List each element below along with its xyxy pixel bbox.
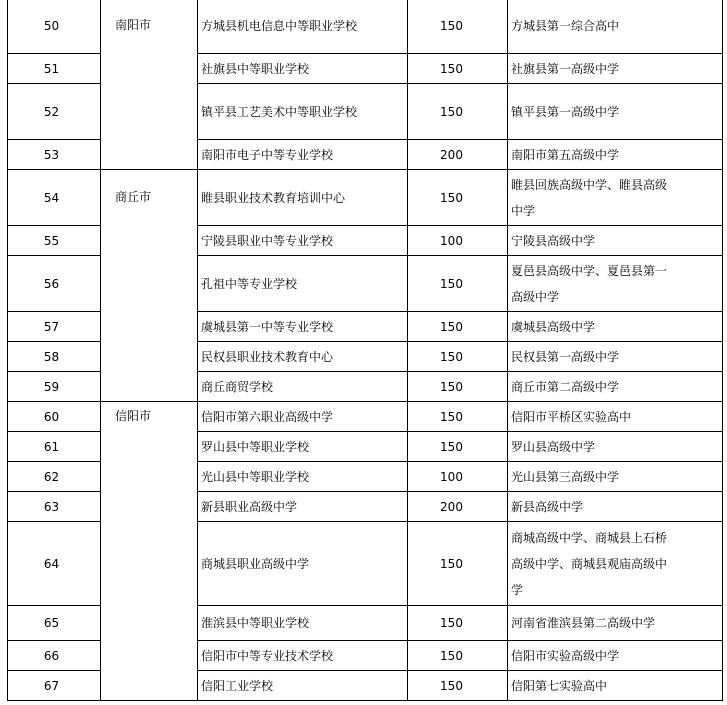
partner-school: 夏邑县高级中学、夏邑县第一高级中学	[508, 256, 723, 312]
school-name: 信阳市中等专业技术学校	[198, 641, 408, 671]
row-number: 54	[8, 170, 101, 226]
school-table	[7, 0, 723, 701]
city-cell: 南阳市	[101, 0, 198, 170]
row-number: 59	[8, 372, 101, 402]
partner-school: 信阳市平桥区实验高中	[508, 402, 723, 432]
quota: 150	[408, 256, 508, 312]
school-name: 商丘商贸学校	[198, 372, 408, 402]
quota: 150	[408, 432, 508, 462]
school-name: 方城县机电信息中等职业学校	[198, 0, 408, 54]
row-number: 53	[8, 140, 101, 170]
quota: 150	[408, 84, 508, 140]
school-name: 孔祖中等专业学校	[198, 256, 408, 312]
row-number: 62	[8, 462, 101, 492]
row-number: 52	[8, 84, 101, 140]
partner-school: 方城县第一综合高中	[508, 0, 723, 54]
partner-school: 南阳市第五高级中学	[508, 140, 723, 170]
quota: 150	[408, 342, 508, 372]
partner-school: 河南省淮滨县第二高级中学	[508, 606, 723, 641]
table-row	[8, 0, 723, 54]
quota: 100	[408, 462, 508, 492]
quota: 150	[408, 54, 508, 84]
partner-school: 宁陵县高级中学	[508, 226, 723, 256]
school-name: 宁陵县职业中等专业学校	[198, 226, 408, 256]
row-number: 57	[8, 312, 101, 342]
quota: 150	[408, 312, 508, 342]
city-cell: 信阳市	[101, 402, 198, 701]
row-number: 58	[8, 342, 101, 372]
school-name: 睢县职业技术教育培训中心	[198, 170, 408, 226]
quota: 150	[408, 641, 508, 671]
partner-school: 商丘市第二高级中学	[508, 372, 723, 402]
row-number: 60	[8, 402, 101, 432]
city-cell: 商丘市	[101, 170, 198, 402]
school-name: 镇平县工艺美术中等职业学校	[198, 84, 408, 140]
row-number: 66	[8, 641, 101, 671]
quota: 150	[408, 372, 508, 402]
school-name: 罗山县中等职业学校	[198, 432, 408, 462]
school-name: 南阳市电子中等专业学校	[198, 140, 408, 170]
quota: 200	[408, 140, 508, 170]
row-number: 51	[8, 54, 101, 84]
partner-school: 光山县第三高级中学	[508, 462, 723, 492]
quota: 150	[408, 671, 508, 701]
partner-school: 信阳市实验高级中学	[508, 641, 723, 671]
school-name: 新县职业高级中学	[198, 492, 408, 522]
school-name: 淮滨县中等职业学校	[198, 606, 408, 641]
school-name: 虞城县第一中等专业学校	[198, 312, 408, 342]
school-name: 光山县中等职业学校	[198, 462, 408, 492]
partner-school: 商城高级中学、商城县上石桥高级中学、商城县观庙高级中学	[508, 522, 723, 606]
partner-school: 罗山县高级中学	[508, 432, 723, 462]
school-name: 信阳工业学校	[198, 671, 408, 701]
quota: 150	[408, 522, 508, 606]
row-number: 61	[8, 432, 101, 462]
quota: 200	[408, 492, 508, 522]
quota: 150	[408, 402, 508, 432]
row-number: 55	[8, 226, 101, 256]
school-name: 民权县职业技术教育中心	[198, 342, 408, 372]
school-name: 社旗县中等职业学校	[198, 54, 408, 84]
partner-school: 睢县回族高级中学、睢县高级中学	[508, 170, 723, 226]
row-number: 67	[8, 671, 101, 701]
school-name: 商城县职业高级中学	[198, 522, 408, 606]
row-number: 65	[8, 606, 101, 641]
quota: 150	[408, 606, 508, 641]
row-number: 50	[8, 0, 101, 54]
quota: 150	[408, 170, 508, 226]
partner-school: 新县高级中学	[508, 492, 723, 522]
partner-school: 民权县第一高级中学	[508, 342, 723, 372]
partner-school: 镇平县第一高级中学	[508, 84, 723, 140]
partner-school: 社旗县第一高级中学	[508, 54, 723, 84]
partner-school: 信阳第七实验高中	[508, 671, 723, 701]
school-name: 信阳市第六职业高级中学	[198, 402, 408, 432]
row-number: 63	[8, 492, 101, 522]
quota: 150	[408, 0, 508, 54]
row-number: 64	[8, 522, 101, 606]
row-number: 56	[8, 256, 101, 312]
quota: 100	[408, 226, 508, 256]
table-row	[8, 170, 723, 226]
partner-school: 虞城县高级中学	[508, 312, 723, 342]
table-row	[8, 402, 723, 432]
